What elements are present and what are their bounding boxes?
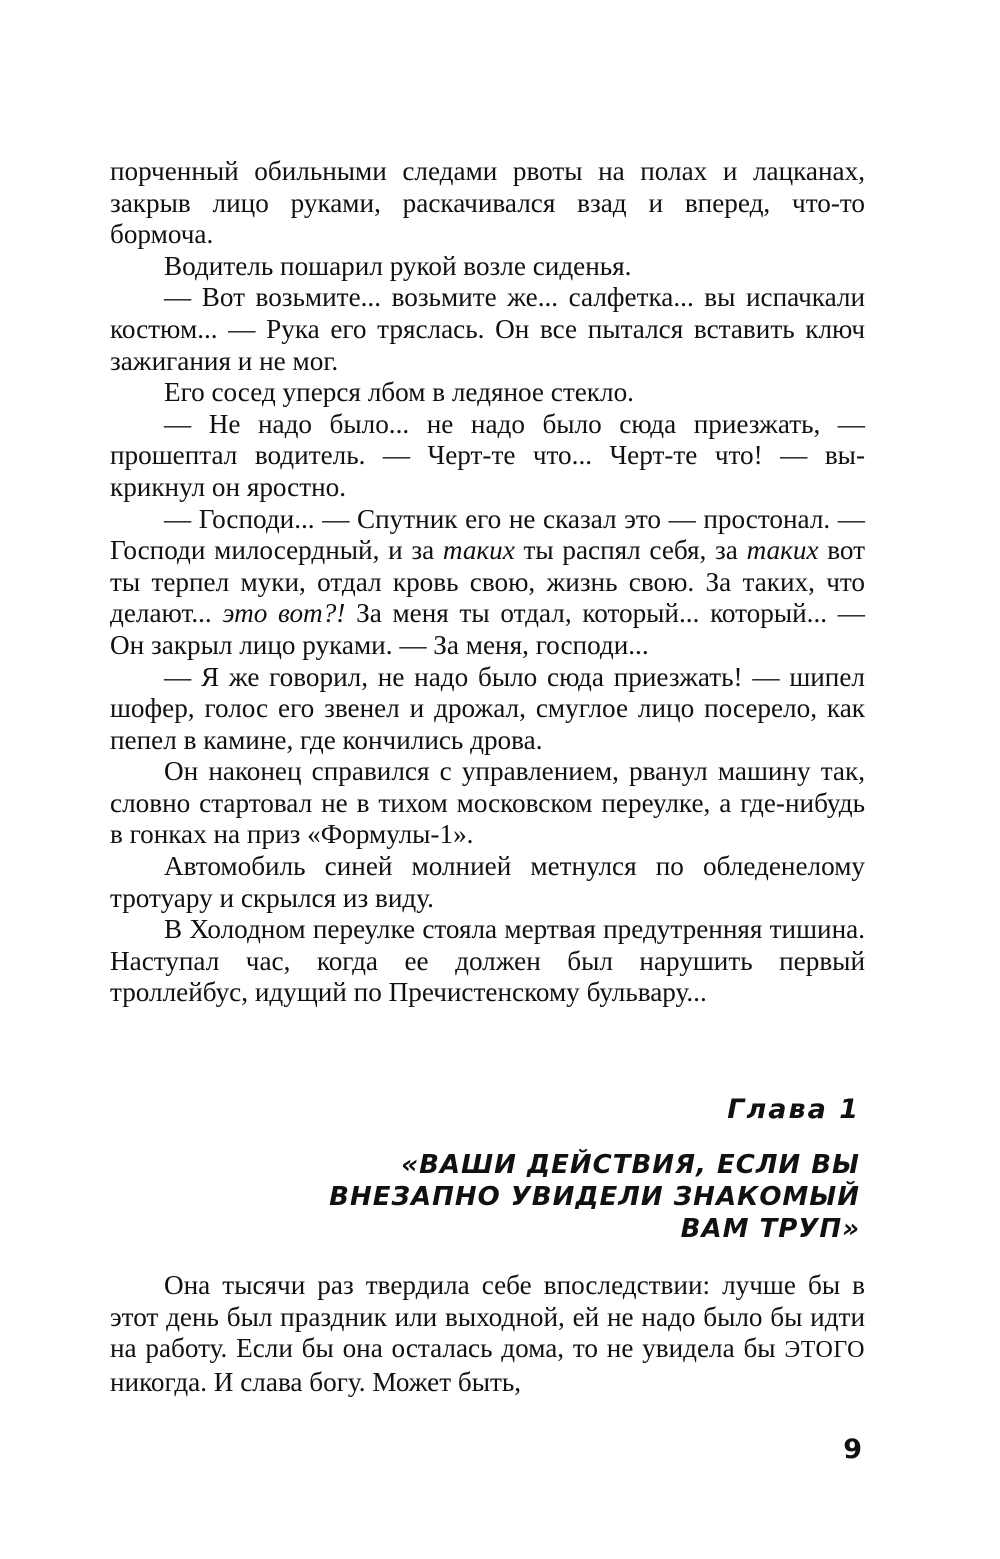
paragraph: Он наконец справился с управлением, рванул машину так, словно стартовал не в тихом московском переулке, а где-нибудь в гонках на приз «Формулы-1». — [110, 756, 865, 850]
text-run: вот ты терпел муки, отдал кровь свою, жизнь свою. За таких, что делают... — [110, 535, 865, 629]
dialogue-line: — Вот возьмите... возьмите же... салфетка... вы испачкали костюм... — Рука его тряслась. Он все пытался вставить ключ зажигания и не мог. — [110, 282, 865, 376]
italic-text: таких — [442, 535, 515, 566]
text-run: За меня ты отдал, который... который... — Он закрыл лицо руками. — За меня, господи... — [110, 598, 865, 660]
chapter-title-line: ВНЕЗАПНО УВИДЕЛИ ЗНАКОМЫЙ — [329, 1182, 860, 1212]
text-run: никогда. И слава богу. Может быть, — [110, 1366, 522, 1397]
chapter-title — [110, 1149, 860, 1245]
text-run: ты распял себя, за — [514, 535, 747, 566]
text-run: — Господи... — Спутник его не сказал это — простонал. — Господи милосердный, и за — [110, 503, 865, 566]
paragraph — [110, 1270, 865, 1398]
dialogue-line: — Я же говорил, не надо было сюда приезжать! — шипел шофер, голос его звенел и дрожал, смуглое лицо посерело, как пепел в камине, где кончились дрова. — [110, 661, 865, 755]
dialogue-line — [110, 504, 865, 662]
paragraph: Водитель пошарил рукой возле сиденья. — [164, 250, 632, 281]
italic-text: это вот?! — [222, 598, 346, 629]
chapter-title-line: «ВАШИ ДЕЙСТВИЯ, ЕСЛИ ВЫ — [401, 1150, 860, 1180]
paragraph: В Холодном переулке стояла мертвая предутренняя тишина. Наступал час, когда ее должен был нарушить первый троллейбус, идущий по Пречистенскому бульвару... — [110, 914, 865, 1008]
page-number: 9 — [843, 1434, 862, 1465]
caps-text: ЭТОГО — [784, 1337, 865, 1364]
text-run: Она тысячи раз твердила себе впоследствии: лучше бы в этот день был праздник или выходной, ей не надо было бы идти на работу. Если бы она осталась дома, то не увидела бы — [110, 1270, 865, 1364]
paragraph: Его сосед уперся лбом в ледяное стекло. — [164, 377, 634, 408]
paragraph: Автомобиль синей молнией метнулся по обледенелому тротуару и скрылся из виду. — [110, 851, 865, 913]
paragraph: порченный обильными следами рвоты на полах и лацканах, закрыв лицо руками, раскачивался взад и вперед, что-то бормоча. — [110, 156, 865, 250]
chapter-label: Глава 1 — [727, 1094, 860, 1125]
chapter-title-line: ВАМ ТРУП» — [680, 1214, 860, 1244]
chapter-heading — [110, 1093, 860, 1245]
italic-text: таких — [746, 535, 819, 566]
chapter-body-text — [110, 1270, 865, 1398]
dialogue-line: — Не надо было... не надо было сюда приезжать, — прошептал водитель. — Черт-те что... Черт-те что! — выкрикнул он яростно. — [110, 408, 865, 502]
body-text — [110, 156, 865, 1009]
